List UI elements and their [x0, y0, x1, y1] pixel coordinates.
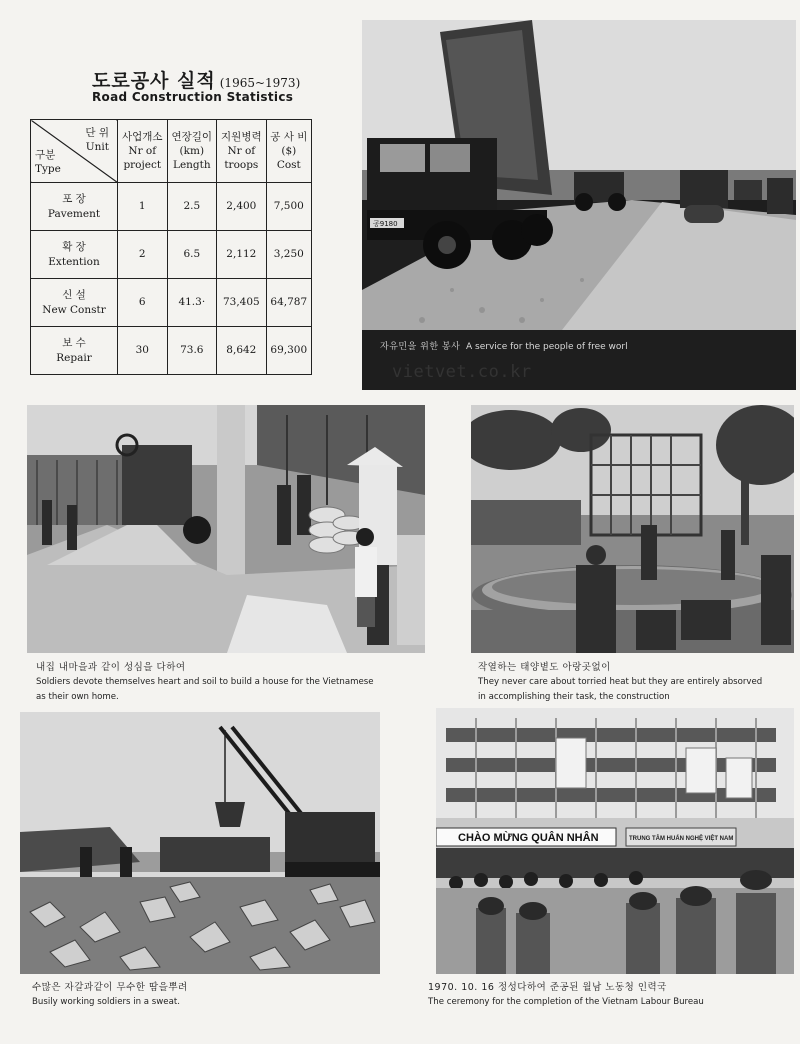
road-caption-ko: 자유민을 위한 봉사: [380, 342, 461, 352]
column-header: 공 사 비 ($) Cost: [266, 120, 311, 183]
table-cell: 73.6: [167, 327, 217, 375]
table-cell: 2,112: [217, 231, 267, 279]
unit-label-en: Unit: [85, 141, 109, 154]
table-cell: 2,400: [217, 183, 267, 231]
table-cell: 1: [118, 183, 168, 231]
row-type-cell: 신 설 New Constr: [31, 279, 118, 327]
tank-caption-en-2: in accomplishing their task, the construction: [478, 692, 670, 702]
table-cell: 6: [118, 279, 168, 327]
column-header: 연장길이 (km) Length: [167, 120, 217, 183]
table-row: [31, 231, 312, 279]
table-subtitle: Road Construction Statistics: [92, 90, 294, 104]
table-cell: 8,642: [217, 327, 267, 375]
table-row: [31, 327, 312, 375]
table-cell: 64,787: [266, 279, 311, 327]
house-caption-ko: 내집 내마을과 같이 성심을 다하여: [36, 662, 186, 673]
table-cell: 69,300: [266, 327, 311, 375]
center-sign: TRUNG TÂM HUẤN NGHỆ VIỆT NAM: [629, 836, 734, 842]
license-plate: 공9180: [373, 220, 398, 228]
table-title-years: (1965~1973): [219, 76, 301, 90]
table-cell: 73,405: [217, 279, 267, 327]
house-caption-en-1: Soldiers devote themselves heart and soil to build a house for the Vietnamese: [36, 677, 374, 687]
crane-photo: [20, 712, 380, 974]
house-caption-en-2: as their own home.: [36, 692, 119, 702]
type-label-ko: 구분: [35, 148, 56, 161]
table-cell: 2.5: [167, 183, 217, 231]
road-construction-table: [30, 119, 312, 375]
road-caption-en: A service for the people of free worl: [466, 342, 628, 352]
ceremony-caption-ko: 1970. 10. 16 정성다하여 준공된 월남 노동청 인력국: [428, 982, 667, 993]
table-corner-cell: [31, 120, 118, 183]
table-title: [92, 66, 300, 93]
tank-caption-ko: 작열하는 태양볕도 아랑곳없이: [478, 662, 611, 673]
column-header: 사업개소 Nr of project: [118, 120, 168, 183]
crane-caption-en: Busily working soldiers in a sweat.: [32, 997, 180, 1007]
table-row: [31, 279, 312, 327]
table-cell: 6.5: [167, 231, 217, 279]
table-cell: 3,250: [266, 231, 311, 279]
road-photo: [362, 20, 796, 390]
ceremony-photo-panel: [436, 708, 794, 974]
row-type-cell: 포 장 Pavement: [31, 183, 118, 231]
ceremony-caption: [428, 980, 798, 1010]
table-cell: 41.3·: [167, 279, 217, 327]
type-label-en: Type: [35, 162, 61, 175]
house-photo: [27, 405, 425, 653]
crane-caption-ko: 수많은 자갈과같이 무수한 땀을뿌려: [32, 982, 188, 993]
row-type-cell: 보 수 Repair: [31, 327, 118, 375]
house-photo-panel: [27, 405, 425, 653]
column-header: 지원병력 Nr of troops: [217, 120, 267, 183]
table-row: [31, 183, 312, 231]
crane-caption: [32, 980, 382, 1010]
table-title-korean: 도로공사 실적: [92, 70, 216, 92]
welcome-banner: CHÀO MỪNG QUÂN NHÂN: [458, 832, 599, 844]
road-photo-panel: [362, 20, 796, 390]
unit-label-ko: 단 위: [85, 127, 109, 139]
house-caption: [36, 660, 426, 705]
tank-caption: [478, 660, 798, 705]
row-type-cell: 확 장 Extention: [31, 231, 118, 279]
crane-photo-panel: [20, 712, 380, 974]
watermark: vietvet.co.kr: [392, 362, 532, 382]
table-header-row: [31, 120, 312, 183]
tank-caption-en-1: They never care about torried heat but they are entirely absorved: [478, 677, 763, 687]
road-caption: [380, 340, 628, 355]
tank-photo-panel: [471, 405, 794, 653]
table-cell: 7,500: [266, 183, 311, 231]
table-cell: 2: [118, 231, 168, 279]
ceremony-caption-en: The ceremony for the completion of the Vietnam Labour Bureau: [428, 997, 704, 1007]
tank-photo: [471, 405, 794, 653]
table-cell: 30: [118, 327, 168, 375]
